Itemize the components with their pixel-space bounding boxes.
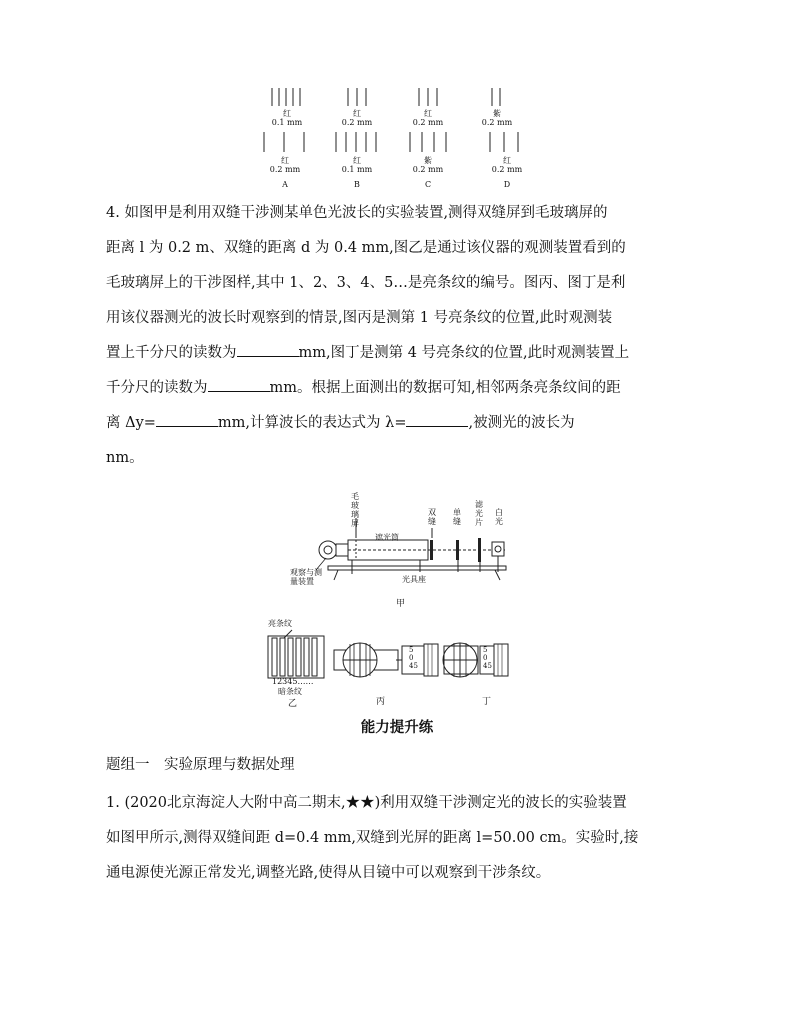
label-top-a bbox=[262, 109, 312, 127]
text: 置上千分尺的读数为 bbox=[106, 345, 237, 361]
text: mm,图丁是测第 4 号亮条纹的位置,此时观测装置上 bbox=[298, 345, 630, 361]
options-figure bbox=[260, 86, 540, 196]
text: mm,计算波长的表达式为 λ= bbox=[217, 415, 407, 431]
color-label: 红 bbox=[353, 109, 361, 118]
spacing-label: 0.2 mm bbox=[341, 118, 373, 127]
scale-value: 0 bbox=[483, 654, 488, 662]
q4-line-4: 用该仪器测光的波长时观察到的情景,图丙是测第 1 号亮条纹的位置,此时观测装 bbox=[106, 310, 613, 326]
label-bright-fringe: 亮条纹 bbox=[268, 619, 292, 628]
color-label: 红 bbox=[503, 156, 511, 165]
pattern-bottom-a bbox=[264, 132, 304, 152]
label-bottom-b bbox=[332, 156, 382, 189]
spacing-label: 0.1 mm bbox=[341, 165, 373, 174]
scale-value: 5 bbox=[409, 646, 414, 654]
group-title: 题组一 实验原理与数据处理 bbox=[106, 757, 295, 773]
reading-bing bbox=[334, 643, 438, 677]
q4-line-2: 距离 l 为 0.2 m、双缝的距离 d 为 0.4 mm,图乙是通过该仪器的观测装置看到的 bbox=[106, 240, 626, 256]
caption-yi: 乙 bbox=[288, 699, 298, 709]
color-label: 红 bbox=[281, 156, 289, 165]
apparatus-drawing bbox=[290, 492, 530, 614]
label-single-slit: 单缝 bbox=[453, 508, 461, 526]
pattern-top-b bbox=[348, 88, 366, 106]
label-white-light: 白光 bbox=[495, 508, 503, 526]
caption-bing: 丙 bbox=[376, 697, 386, 707]
label-bench: 光具座 bbox=[402, 575, 426, 584]
pattern-bottom-d bbox=[490, 132, 518, 152]
q4-line-8: nm。 bbox=[106, 450, 144, 466]
scale-value: 5 bbox=[483, 646, 488, 654]
answer-blank[interactable] bbox=[208, 377, 270, 392]
answer-blank[interactable] bbox=[406, 412, 468, 427]
pattern-top-a bbox=[272, 88, 300, 106]
apparatus-figure bbox=[290, 492, 530, 614]
ding-scale bbox=[483, 646, 492, 670]
answer-blank[interactable] bbox=[156, 412, 218, 427]
pattern-top-d bbox=[492, 88, 500, 106]
caption-jia: 甲 bbox=[396, 599, 406, 609]
q4-line-3: 毛玻璃屏上的干涉图样,其中 1、2、3、4、5…是亮条纹的编号。图丙、图丁是利 bbox=[106, 275, 626, 291]
spacing-label: 0.1 mm bbox=[271, 118, 303, 127]
label-top-d bbox=[472, 109, 522, 127]
q4-line-6 bbox=[106, 371, 706, 406]
label-top-b bbox=[332, 109, 382, 127]
answer-blank[interactable] bbox=[237, 342, 299, 357]
color-label: 红 bbox=[283, 109, 291, 118]
label-dark-fringe: 暗条纹 bbox=[278, 687, 302, 696]
label-bottom-d bbox=[482, 156, 532, 189]
label-double-slit: 双缝 bbox=[428, 508, 436, 526]
pattern-top-c bbox=[419, 88, 437, 106]
q4-line-7 bbox=[106, 406, 706, 441]
option-letter: C bbox=[424, 180, 432, 189]
reading-ding bbox=[432, 643, 508, 677]
q1-line-1: 1. (2020北京海淀人大附中高二期末,★★)利用双缝干涉测定光的波长的实验装置 bbox=[106, 795, 627, 811]
label-filter: 滤光片 bbox=[475, 500, 483, 527]
option-letter: D bbox=[503, 180, 511, 189]
caption-ding: 丁 bbox=[482, 697, 492, 707]
pattern-bottom-b bbox=[336, 132, 376, 152]
label-observer: 观察与测量装置 bbox=[290, 568, 322, 586]
q4-line-5 bbox=[106, 336, 706, 371]
bing-scale bbox=[409, 646, 418, 670]
text: ,被测光的波长为 bbox=[468, 415, 575, 431]
spacing-label: 0.2 mm bbox=[481, 118, 513, 127]
label-bottom-c bbox=[403, 156, 453, 189]
pattern-figure bbox=[264, 616, 514, 708]
q1-line-3: 通电源使光源正常发光,调整光路,使得从目镜中可以观察到干涉条纹。 bbox=[106, 865, 551, 881]
text: 千分尺的读数为 bbox=[106, 380, 208, 396]
spacing-label: 0.2 mm bbox=[412, 118, 444, 127]
label-screen: 毛玻璃屏 bbox=[351, 492, 359, 528]
spacing-label: 0.2 mm bbox=[491, 165, 523, 174]
text: 离 Δy= bbox=[106, 415, 156, 431]
text: mm。根据上面测出的数据可知,相邻两条亮条纹间的距 bbox=[269, 380, 621, 396]
option-letter: B bbox=[354, 180, 360, 189]
pattern-bottom-c bbox=[410, 132, 446, 152]
color-label: 红 bbox=[353, 156, 361, 165]
color-label: 紫 bbox=[493, 109, 501, 118]
spacing-label: 0.2 mm bbox=[269, 165, 301, 174]
scale-value: 45 bbox=[483, 662, 492, 670]
scale-value: 45 bbox=[409, 662, 418, 670]
optical-bench bbox=[328, 566, 506, 570]
spacing-label: 0.2 mm bbox=[412, 165, 444, 174]
q4-line-1: 4. 如图甲是利用双缝干涉测某单色光波长的实验装置,测得双缝屏到毛玻璃屏的 bbox=[106, 205, 608, 221]
section-title: 能力提升练 bbox=[360, 719, 434, 736]
option-letter: A bbox=[282, 180, 288, 189]
label-fringe-numbers: 12345…… bbox=[272, 677, 314, 686]
label-bottom-a bbox=[260, 156, 310, 189]
label-top-c bbox=[403, 109, 453, 127]
scale-value: 0 bbox=[409, 654, 414, 662]
fringe-pattern-yi bbox=[268, 630, 324, 678]
color-label: 紫 bbox=[424, 156, 432, 165]
q1-line-2: 如图甲所示,测得双缝间距 d=0.4 mm,双缝到光屏的距离 l=50.00 cm。实验时,接 bbox=[106, 830, 639, 846]
label-shield-tube: 遮光筒 bbox=[375, 533, 399, 542]
color-label: 红 bbox=[424, 109, 432, 118]
